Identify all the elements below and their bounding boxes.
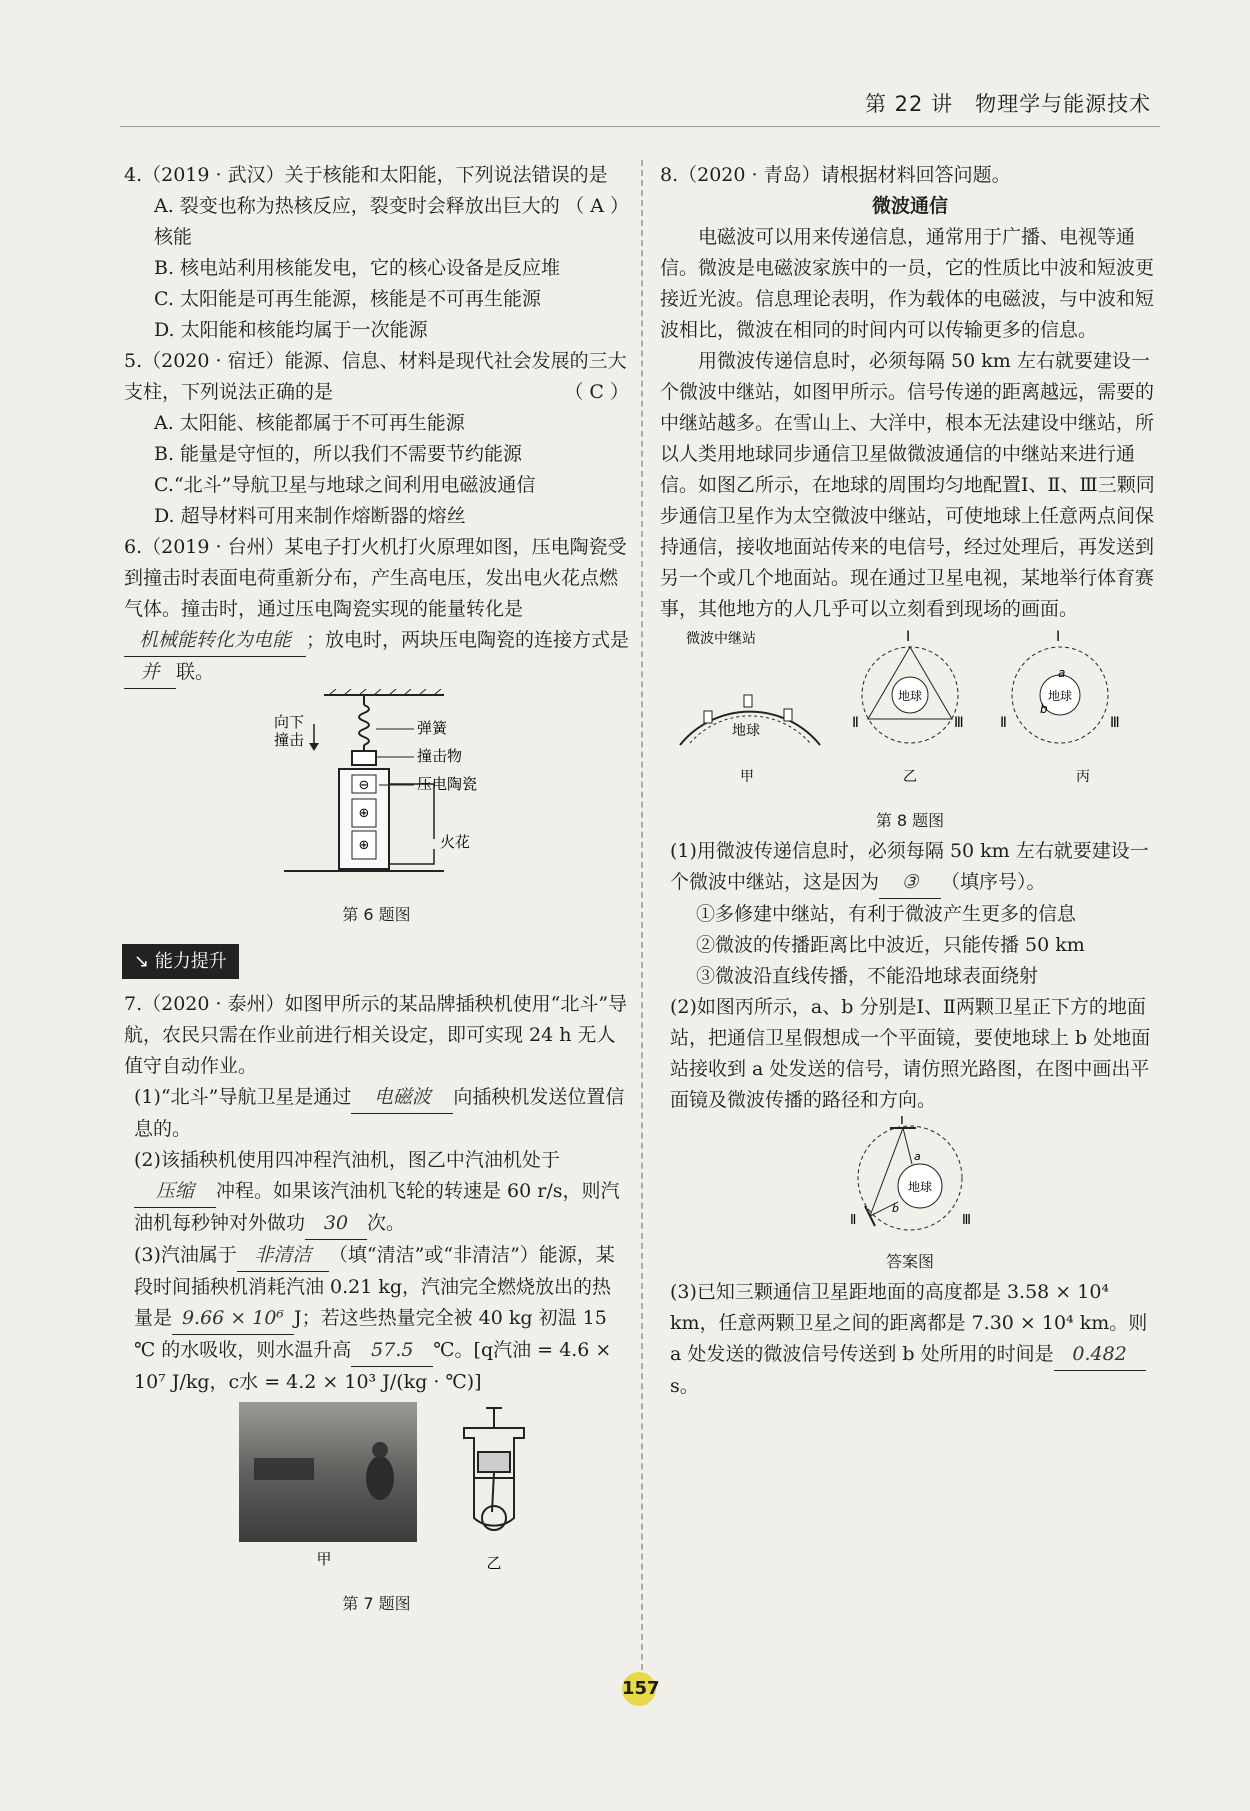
q6-label-spring: 弹簧 [417, 719, 448, 737]
q8-ans-a: a [914, 1150, 921, 1163]
q8-label-sat1-b: Ⅰ [906, 629, 911, 645]
q5-option-b: B. 能量是守恒的，所以我们不需要节约能源 [154, 443, 523, 465]
q8-label-sat3-c: Ⅲ [1110, 715, 1120, 731]
q8-label-relay: 微波中继站 [686, 631, 756, 647]
q8-paragraph-2: 用微波传递信息时，必须每隔 50 km 左右就要建设一个微波中继站，如图甲所示。信号传递的距离越远，需要的中继站越多。在雪山上、大洋中，根本无法建设中继站，所以人类用地球同步通信卫星做微波通信的中继站来进行通信。如图乙所示，在地球的周围均匀地配置Ⅰ、Ⅱ、Ⅲ三颗同步通信卫星作为太空微波中继站，可使地球上任意两点间保持通信，接收地面站传来的电信号，经过处理后，再发送到另一个或几个地面站。现在通过卫星电视，某地举行体育赛事，其他地方的人几乎可以立刻看到现场的画面。 [660, 350, 1155, 620]
q7-part3-b: （填“清洁”或“非清洁”）能源，某段时间插秧机消耗汽油 0.21 kg，汽油完全燃烧放出的热量是 [134, 1244, 615, 1329]
q5-answer: （ C ） [564, 381, 629, 403]
q7-part1-a: (1)“北斗”导航卫星是通过 [134, 1086, 352, 1108]
q8-label-a-c: a [1058, 666, 1066, 680]
question-4 [124, 160, 629, 346]
q7-answer-5: 9.66 × 10⁶ [172, 1303, 294, 1335]
q5-option-c: C.“北斗”导航卫星与地球之间利用电磁波通信 [154, 474, 536, 496]
q7-part2-b: 冲程。如果该汽油机飞轮的转速是 60 r/s，则汽油机每秒钟对外做功 [134, 1180, 620, 1234]
q8-ans-sat2: Ⅱ [850, 1213, 857, 1228]
q4-option-a: A. 裂变也称为热核反应，裂变时会释放出巨大的核能 [154, 195, 560, 248]
q7-engine-diagram [464, 1408, 524, 1530]
q6-stem-3: 联。 [176, 661, 215, 683]
question-5 [124, 346, 629, 532]
q8-label-jia: 甲 [740, 769, 754, 785]
q8-ans-sat3: Ⅲ [962, 1213, 971, 1228]
q6-label-strike: 撞击 [274, 731, 305, 749]
q7-part1-b: 向插秧机发送位置信息的。 [134, 1086, 625, 1140]
q7-part3-a: (3)汽油属于 [134, 1244, 237, 1266]
q8-ans-sat1: Ⅰ [900, 1116, 904, 1128]
q6-minus-sign: ⊖ [358, 778, 370, 793]
q7-stem: 7.（2020 · 泰州）如图甲所示的某品牌插秧机使用“北斗”导航，农民只需在作业前进行相关设定，即可实现 24 h 无人值守自动作业。 [124, 993, 628, 1077]
right-column [660, 160, 1160, 1402]
q8-figure [660, 625, 1160, 795]
q7-part3-d: ℃。[q汽油 = 4.6 × 10⁷ J/kg，c水 = 4.2 × 10³ J/(kg · ℃)] [134, 1339, 612, 1393]
running-header: 第 22 讲 物理学与能源技术 [865, 92, 1152, 116]
q8-label-b-c: b [1040, 702, 1048, 716]
q8-label-yi: 乙 [903, 769, 917, 785]
q8-stem: 8.（2020 · 青岛）请根据材料回答问题。 [660, 164, 1011, 186]
q8-s3-a: (3)已知三颗通信卫星距地面的高度都是 3.58 × 10⁴ km，任意两颗卫星之间的距离都是 7.30 × 10⁴ km。则 a 处发送的微波信号传送到 b 处所用的时间是 [670, 1281, 1148, 1365]
q8-ans-b: b [892, 1202, 899, 1215]
q8-label-sat2-c: Ⅱ [1000, 715, 1007, 731]
q7-answer-2: 压缩 [134, 1176, 216, 1208]
q8-answer-caption: 答案图 [885, 1252, 934, 1271]
q8-s1-option-1: ①多修建中继站，有利于微波产生更多的信息 [696, 903, 1077, 925]
question-6 [124, 532, 629, 930]
q7-answer-4: 非清洁 [237, 1240, 329, 1272]
q8-label-bing: 丙 [1076, 769, 1090, 785]
q6-label-striker: 撞击物 [417, 747, 463, 765]
q6-label-spark: 火花 [440, 833, 471, 851]
q6-label-down: 向下 [274, 713, 305, 731]
q6-plus-sign: ⊕ [358, 806, 370, 821]
q8-s3-b: s。 [670, 1375, 699, 1397]
q6-caption: 第 6 题图 [342, 905, 411, 924]
q8-caption: 第 8 题图 [875, 811, 945, 830]
q7-label-b: 乙 [486, 1554, 502, 1572]
q8-label-sat3-b: Ⅲ [954, 715, 964, 731]
q8-answer-1: ③ [879, 867, 941, 899]
q8-label-earth-c: 地球 [1047, 689, 1073, 703]
q4-stem: 4.（2019 · 武汉）关于核能和太阳能，下列说法错误的是 [124, 164, 608, 186]
q8-s1-a: (1)用微波传递信息时，必须每隔 50 km 左右就要建设一个微波中继站，这是因为 [670, 840, 1149, 893]
q8-article-title: 微波通信 [871, 195, 948, 217]
q8-s1-option-3: ③微波沿直线传播，不能沿地球表面绕射 [696, 965, 1039, 987]
question-8 [660, 160, 1160, 1402]
q8-s1-option-2: ②微波的传播距离比中波近，只能传播 50 km [696, 934, 1085, 956]
q8-answer-3: 0.482 [1054, 1339, 1146, 1371]
q5-option-a: A. 太阳能、核能都属于不可再生能源 [154, 412, 465, 434]
q8-s1-b: （填序号）。 [941, 871, 1046, 893]
q6-figure [124, 689, 629, 889]
q5-stem: 5.（2020 · 宿迁）能源、信息、材料是现代社会发展的三大支柱，下列说法正确的是 [124, 350, 627, 403]
q6-stem-1: 6.（2019 · 台州）某电子打火机打火原理如图，压电陶瓷受到撞击时表面电荷重新分布，产生高电压，发出电火花点燃气体。撞击时，通过压电陶瓷实现的能量转化是 [124, 536, 627, 620]
header-rule [120, 126, 1160, 127]
q7-answer-6: 57.5 [351, 1335, 433, 1367]
q4-option-c: C. 太阳能是可再生能源，核能是不可再生能源 [154, 288, 541, 310]
column-divider [641, 160, 643, 1690]
q4-option-b: B. 核电站利用核能发电，它的核心设备是反应堆 [154, 257, 561, 279]
q8-s2: (2)如图丙所示，a、b 分别是Ⅰ、Ⅱ两颗卫星正下方的地面站，把通信卫星假想成一个平面镜，要使地球上 b 处地面站接收到 a 处发送的信号，请仿照光路图，在图中画出平面镜及微波传播的路径和方向。 [670, 996, 1151, 1111]
q8-ans-earth: 地球 [907, 1180, 933, 1194]
q8-answer-figure [660, 1116, 1160, 1236]
q8-label-sat2-b: Ⅱ [852, 715, 859, 731]
q8-paragraph-1: 电磁波可以用来传递信息，通常用于广播、电视等通信。微波是电磁波家族中的一员，它的性质比中波和短波更接近光波。信息理论表明，作为载体的电磁波，与中波和短波相比，微波在相同的时间内可以传输更多的信息。 [660, 226, 1155, 341]
q7-label-a: 甲 [316, 1550, 332, 1568]
q6-answer-2: 并 [124, 657, 176, 689]
q8-label-sat1-c: Ⅰ [1056, 629, 1061, 645]
q7-answer-1: 电磁波 [351, 1082, 453, 1114]
question-7 [124, 989, 629, 1619]
q5-option-d: D. 超导材料可用来制作熔断器的熔丝 [154, 505, 466, 527]
q7-part2-c: 次。 [367, 1212, 406, 1234]
q4-answer: （ A ） [565, 195, 629, 217]
section-ability-badge: ↘ 能力提升 [122, 944, 239, 979]
q6-stem-2: ；放电时，两块压电陶瓷的连接方式是 [306, 629, 630, 651]
section-label: 能力提升 [154, 951, 227, 972]
q6-answer-1: 机械能转化为电能 [124, 625, 306, 657]
q7-caption: 第 7 题图 [342, 1594, 411, 1613]
q6-plus-sign-2: ⊕ [358, 838, 370, 853]
q8-label-earth-b: 地球 [897, 689, 923, 703]
q8-label-earth-a: 地球 [732, 723, 760, 739]
q7-figures [124, 1398, 629, 1578]
page-number: 157 [622, 1672, 656, 1706]
q7-answer-3: 30 [305, 1208, 367, 1240]
q4-option-d: D. 太阳能和核能均属于一次能源 [154, 319, 428, 341]
q7-part2-a: (2)该插秧机使用四冲程汽油机，图乙中汽油机处于 [134, 1149, 560, 1171]
q7-part3-c: J；若这些热量完全被 40 kg 初温 15 ℃ 的水吸收，则水温升高 [134, 1307, 607, 1361]
left-column [124, 160, 629, 1619]
q6-label-ceramic: 压电陶瓷 [417, 775, 478, 793]
